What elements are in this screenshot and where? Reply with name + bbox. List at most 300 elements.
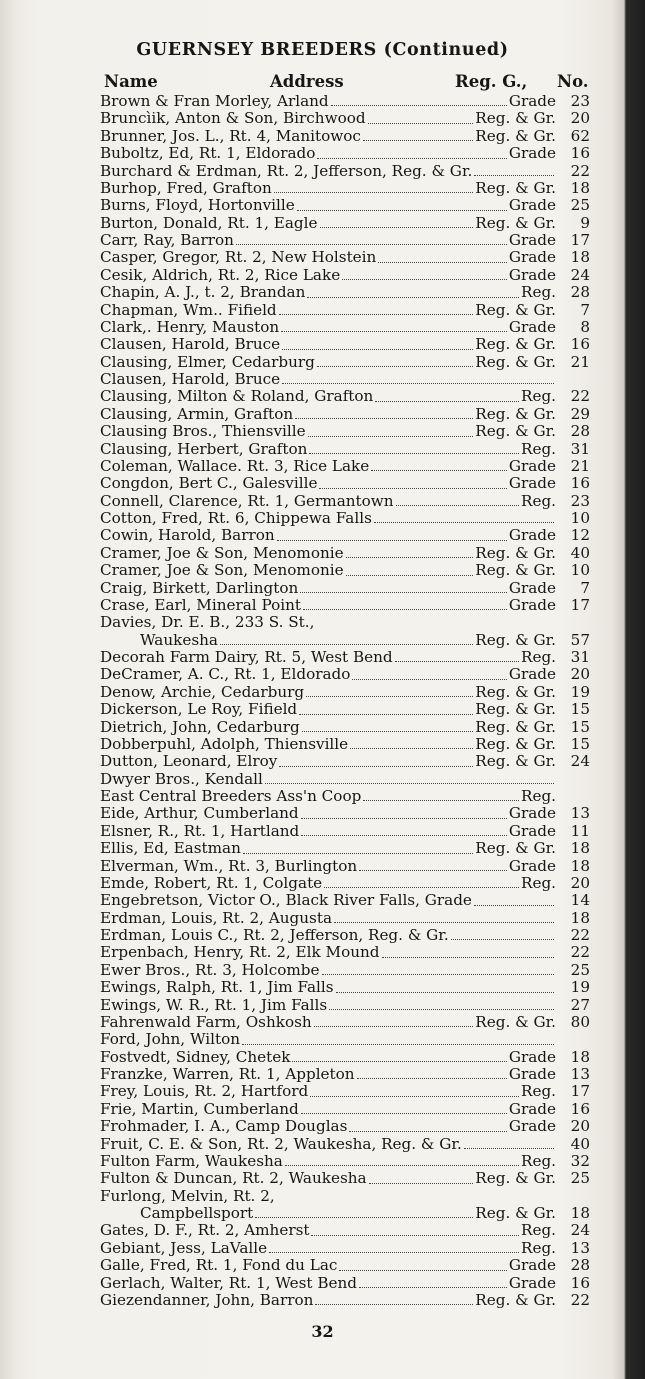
dot-leader [464,1147,554,1149]
registration-type: Reg. & Gr. [475,352,556,371]
breeder-name-address: Fostvedt, Sidney, Chetek [100,1047,291,1066]
breeder-entry [100,1066,590,1083]
registration-type: Grade [508,665,556,684]
registration-type: Grade [508,1047,556,1066]
breeder-entry [100,597,590,614]
herd-count: 16 [570,144,590,163]
dot-leader [359,869,507,871]
dot-leader [342,278,507,280]
dot-leader [282,382,554,384]
registration-type: Reg. & Gr. [475,300,556,319]
registration-type: Grade [508,144,556,163]
herd-count: 17 [570,231,590,249]
registration-type: Reg. [521,283,556,302]
dot-leader [311,1234,519,1236]
registration-type: Grade [508,92,556,110]
herd-count: 32 [570,1151,590,1170]
breeder-entry [100,145,590,162]
entry-line [100,406,590,423]
registration-type: Grade [508,578,556,597]
registration-type: Reg. & Gr. [475,178,556,197]
breeder-name-address: Dickerson, Le Roy, Fifield [100,700,298,719]
breeder-entry [100,284,590,301]
registration-type: Grade [508,821,556,840]
registration-type: Reg. & Gr. [475,213,556,232]
registration-type: Reg. & Gr. [475,734,556,753]
breeder-entry [100,249,590,266]
breeder-name-address: Buboltz, Ed, Rt. 1, Eldorado [100,144,316,163]
breeder-name-address: Cramer, Joe & Son, Menomonie [100,561,344,580]
dot-leader [295,417,473,419]
breeder-entry [100,302,590,319]
dot-leader [334,921,554,923]
herd-count: 19 [570,682,590,701]
entry-line [100,962,590,979]
dot-leader [346,556,474,558]
registration-type: Reg. & Gr. [475,1204,556,1222]
entry-line [100,458,590,475]
breeder-entry [100,458,590,475]
herd-count: 24 [570,1221,590,1240]
entry-line [100,1136,590,1153]
breeder-name-address: Frie, Martin, Cumberland [100,1099,299,1118]
breeder-name-address: Engebretson, Victor O., Black River Falls, Grade [100,891,472,910]
breeder-entry [100,406,590,423]
dot-leader [307,296,519,298]
dot-leader [309,452,519,454]
dot-leader [303,608,507,610]
breeder-name-address: Erdman, Louis C., Rt. 2, Jefferson, Reg. & Gr. [100,926,449,944]
entry-line [100,302,590,319]
breeder-name-address: Fulton Farm, Waukesha [100,1151,283,1170]
herd-count: 18 [570,1047,590,1066]
entry-line [100,1153,590,1170]
breeder-entry [100,163,590,180]
breeder-name-address: Coleman, Wallace. Rt. 3, Rice Lake [100,456,370,475]
entry-line [100,736,590,753]
page-title: GUERNSEY BREEDERS (Continued) [136,40,509,60]
entry-line [100,510,590,527]
entry-line [100,232,590,249]
breeder-entry [100,927,590,944]
entry-line [100,493,590,510]
breeder-entry [100,423,590,440]
herd-count: 62 [570,126,590,145]
breeder-name-address: Davies, Dr. E. B., 233 S. St., [100,613,315,632]
breeder-entry [100,1170,590,1187]
dot-leader [329,1008,554,1010]
registration-type: Reg. [521,439,556,458]
entry-line [100,527,590,544]
entry-line [100,1292,590,1309]
registration-type: Reg. & Gr. [475,335,556,354]
breeder-entry [100,944,590,961]
registration-type: Reg. & Gr. [475,717,556,736]
dot-leader [297,209,507,211]
herd-count: 15 [570,700,590,719]
breeder-list [100,93,590,1309]
breeder-name-address: Clausing Bros., Thiensville [100,422,306,441]
registration-type: Grade [508,456,556,475]
registration-type: Reg. & Gr. [475,422,556,441]
entry-line [100,197,590,214]
dot-leader [339,1269,506,1271]
dot-leader [320,226,474,228]
dot-leader [317,157,506,159]
registration-type: Grade [508,265,556,284]
herd-count: 22 [570,943,590,962]
entry-line [100,128,590,145]
dot-leader [317,365,473,367]
entry-line [100,93,590,110]
registration-type: Reg. & Gr. [475,752,556,771]
breeder-entry [100,110,590,127]
entry-line [100,1170,590,1187]
registration-type: Reg. [521,1221,556,1240]
herd-count: 10 [570,561,590,580]
page-number: 32 [311,1322,334,1341]
breeder-name-address: Clark,. Henry, Mauston [100,317,280,336]
breeder-name-address: East Central Breeders Ass'n Coop [100,787,362,805]
dot-leader [374,521,554,523]
herd-count: 18 [570,248,590,267]
dot-leader [279,313,474,315]
registration-type: Grade [508,595,556,614]
breeder-entry [100,1188,590,1223]
entry-line [100,805,590,822]
breeder-name-address: Casper, Gregor, Rt. 2, New Holstein [100,248,377,267]
dot-leader [220,643,473,645]
breeder-entry [100,1101,590,1118]
herd-count: 7 [580,578,590,597]
registration-type: Reg. & Gr. [475,543,556,562]
breeder-name-address: Dwyer Bros., Kendall [100,769,263,788]
herd-count: 13 [570,804,590,823]
dot-leader [308,435,474,437]
entry-line [100,666,590,683]
breeder-entry [100,388,590,405]
registration-type: Reg. [521,1082,556,1101]
breeder-entry [100,1031,590,1048]
breeder-name-address: Franzke, Warren, Rt. 1, Appleton [100,1065,355,1083]
dot-leader [352,678,506,680]
dot-leader [396,504,519,506]
entry-line [100,684,590,701]
herd-count: 23 [570,92,590,110]
entry-line [100,788,590,805]
dot-leader [395,660,519,662]
entry-line [100,979,590,996]
breeder-name-address: Eide, Arthur, Cumberland [100,804,299,823]
herd-count: 16 [570,1099,590,1118]
dot-leader [292,1060,506,1062]
herd-count: 16 [570,1273,590,1292]
herd-count: 18 [570,856,590,875]
entry-line [100,145,590,162]
entry-line [100,753,590,770]
breeder-entry [100,371,590,388]
breeder-name-address: Galle, Fred, Rt. 1, Fond du Lac [100,1256,338,1275]
entry-line [100,1205,590,1222]
entry-line [100,649,590,666]
herd-count: 18 [570,839,590,858]
dot-leader [350,747,473,749]
herd-count: 10 [570,509,590,527]
entry-line [100,892,590,909]
entry-line [100,1049,590,1066]
herd-count: 25 [570,1169,590,1188]
entry-line [100,1240,590,1257]
registration-type: Reg. [521,787,556,805]
breeder-entry [100,649,590,666]
breeder-address-continued: Campbellsport [140,1204,254,1222]
breeder-entry [100,562,590,579]
dot-leader [282,348,473,350]
entry-line [100,475,590,492]
herd-count: 24 [570,265,590,284]
entry-line [100,1066,590,1083]
breeder-entry [100,1292,590,1309]
breeder-name-address: Carr, Ray, Barron [100,231,234,249]
breeder-name-address: Clausing, Armin, Grafton [100,404,294,423]
dot-leader [474,904,554,906]
entry-line [100,927,590,944]
registration-type: Reg. & Gr. [475,561,556,580]
herd-count: 24 [570,752,590,771]
breeder-name-address: Decorah Farm Dairy, Rt. 5, West Bend [100,648,393,666]
dot-leader [369,1182,474,1184]
herd-count: 21 [570,352,590,371]
breeder-address-continued: Waukesha [140,630,218,649]
breeder-entry [100,580,590,597]
breeder-name-address: Clausen, Harold, Bruce [100,370,281,388]
dot-leader [371,469,507,471]
breeder-name-address: Frey, Louis, Rt. 2, Hartford [100,1082,309,1101]
registration-type: Reg. & Gr. [475,126,556,145]
entry-line [100,180,590,197]
breeder-entry [100,267,590,284]
breeder-entry [100,684,590,701]
registration-type: Grade [508,474,556,493]
herd-count: 22 [570,926,590,944]
entry-line [100,1118,590,1135]
breeder-entry [100,910,590,927]
breeder-name-address: Erpenbach, Henry, Rt. 2, Elk Mound [100,943,380,962]
dot-leader [301,1112,507,1114]
breeder-name-address: Clausing, Elmer, Cedarburg [100,352,315,371]
breeder-name-address: Cesik, Aldrich, Rt. 2, Rice Lake [100,265,341,284]
herd-count: 17 [570,595,590,614]
column-header-reg: Reg. G., [455,72,528,91]
breeder-name-address: Elsner, R., Rt. 1, Hartland [100,821,300,840]
herd-count: 22 [570,161,590,180]
herd-count: 27 [570,995,590,1014]
breeder-entry [100,1275,590,1292]
dot-leader [319,487,506,489]
dot-leader [359,1286,507,1288]
registration-type: Reg. & Gr. [475,1290,556,1309]
column-header-address: Address [270,72,344,91]
breeder-name-address: Fahrenwald Farm, Oshkosh [100,1012,312,1031]
breeder-name-address: Giezendanner, John, Barron [100,1290,314,1309]
breeder-entry [100,180,590,197]
breeder-name-address: Fruit, C. E. & Son, Rt. 2, Waukesha, Reg. & Gr. [100,1134,462,1153]
entry-line [100,1257,590,1274]
breeder-name-address: Connell, Clarence, Rt. 1, Germantown [100,491,394,510]
herd-count: 8 [580,317,590,336]
entry-line [100,997,590,1014]
registration-type: Grade [508,1099,556,1118]
dot-leader [331,104,507,106]
registration-type: Reg. [521,1238,556,1257]
dot-leader [310,1095,519,1097]
breeder-name-address: Congdon, Bert C., Galesville [100,474,318,493]
breeder-entry [100,823,590,840]
herd-count: 28 [570,1256,590,1275]
breeder-entry [100,771,590,788]
herd-count: 14 [570,891,590,910]
entry-line [100,1275,590,1292]
herd-count: 16 [570,335,590,354]
herd-count: 28 [570,283,590,302]
registration-type: Grade [508,804,556,823]
herd-count: 18 [570,178,590,197]
registration-type: Reg. & Gr. [475,700,556,719]
breeder-entry [100,1136,590,1153]
entry-line [100,719,590,736]
herd-count: 15 [570,717,590,736]
entry-line [100,163,590,180]
breeder-name-address: Ewer Bros., Rt. 3, Holcombe [100,960,320,979]
breeder-name-address: Cowin, Harold, Barron [100,526,275,545]
herd-count: 80 [570,1012,590,1031]
entry-line [100,215,590,232]
breeder-name-address: Chapman, Wm.. Fifield [100,300,277,319]
dot-leader [346,574,474,576]
dot-leader [300,591,507,593]
herd-count: 11 [570,821,590,840]
entry-line [100,771,590,788]
herd-count: 22 [570,1290,590,1309]
herd-count: 23 [570,491,590,510]
registration-type: Grade [508,1273,556,1292]
dot-leader [314,1025,474,1027]
registration-type: Reg. [521,387,556,406]
entry-line [100,562,590,579]
dot-leader [375,400,519,402]
herd-count: 21 [570,456,590,475]
dot-leader [363,139,473,141]
herd-count: 9 [580,213,590,232]
dot-leader [255,1216,473,1218]
breeder-entry [100,493,590,510]
breeder-entry [100,510,590,527]
herd-count: 15 [570,734,590,753]
breeder-entry [100,1222,590,1239]
registration-type: Reg. [521,648,556,666]
herd-count: 57 [570,630,590,649]
breeder-name-address: Dutton, Leonard, Elroy [100,752,278,771]
breeder-entry [100,1083,590,1100]
registration-type: Reg. & Gr. [475,630,556,649]
registration-type: Reg. & Gr. [475,109,556,128]
registration-type: Reg. & Gr. [475,839,556,858]
entry-line [100,441,590,458]
breeder-entry [100,1153,590,1170]
breeder-entry [100,527,590,544]
herd-count: 40 [570,1134,590,1153]
herd-count: 13 [570,1065,590,1083]
breeder-entry [100,614,590,649]
breeder-name-address: Emde, Robert, Rt. 1, Colgate [100,873,323,892]
breeder-entry [100,840,590,857]
breeder-entry [100,336,590,353]
dot-leader [301,817,507,819]
dot-leader [363,799,519,801]
herd-count: 31 [570,439,590,458]
breeder-name-address: Ewings, W. R., Rt. 1, Jim Falls [100,995,328,1014]
entry-line [100,840,590,857]
herd-count: 20 [570,1117,590,1136]
breeder-name-address: Bruncìik, Anton & Son, Birchwood [100,109,366,128]
registration-type: Grade [508,526,556,545]
herd-count: 7 [580,300,590,319]
breeder-name-address: Denow, Archie, Cedarburg [100,682,305,701]
breeder-name-address: Cramer, Joe & Son, Menomonie [100,543,344,562]
breeder-entry [100,753,590,770]
entry-line [100,858,590,875]
breeder-entry [100,962,590,979]
herd-count: 28 [570,422,590,441]
herd-count: 40 [570,543,590,562]
breeder-name-address: Furlong, Melvin, Rt. 2, [100,1186,275,1205]
herd-count: 20 [570,665,590,684]
registration-type: Reg. & Gr. [475,1012,556,1031]
breeder-entry [100,719,590,736]
entry-line [100,1188,590,1205]
breeder-name-address: Burhop, Fred, Grafton [100,178,272,197]
breeder-entry [100,892,590,909]
registration-type: Grade [508,317,556,336]
breeder-entry [100,858,590,875]
registration-type: Grade [508,856,556,875]
entry-line [100,284,590,301]
registration-type: Reg. [521,873,556,892]
entry-line [100,1083,590,1100]
breeder-entry [100,232,590,249]
entry-line [100,823,590,840]
registration-type: Grade [508,196,556,215]
registration-type: Reg. & Gr. [475,404,556,423]
breeder-name-address: Frohmader, I. A., Camp Douglas [100,1117,348,1136]
dot-leader [242,1043,554,1045]
entry-line [100,249,590,266]
dot-leader [269,1251,519,1253]
breeder-name-address: Fulton & Duncan, Rt. 2, Waukesha [100,1169,367,1188]
herd-count: 31 [570,648,590,666]
breeder-name-address: Cotton, Fred, Rt. 6, Chippewa Falls [100,509,372,527]
breeder-entry [100,979,590,996]
entry-line [100,1031,590,1048]
herd-count: 13 [570,1238,590,1257]
entry-line [100,545,590,562]
breeder-name-address: Craig, Birkett, Darlington [100,578,299,597]
registration-type: Grade [508,248,556,267]
entry-line [100,1222,590,1239]
entry-line [100,423,590,440]
breeder-name-address: Crase, Earl, Mineral Point [100,595,301,614]
breeder-name-address: Gerlach, Walter, Rt. 1, West Bend [100,1273,358,1292]
